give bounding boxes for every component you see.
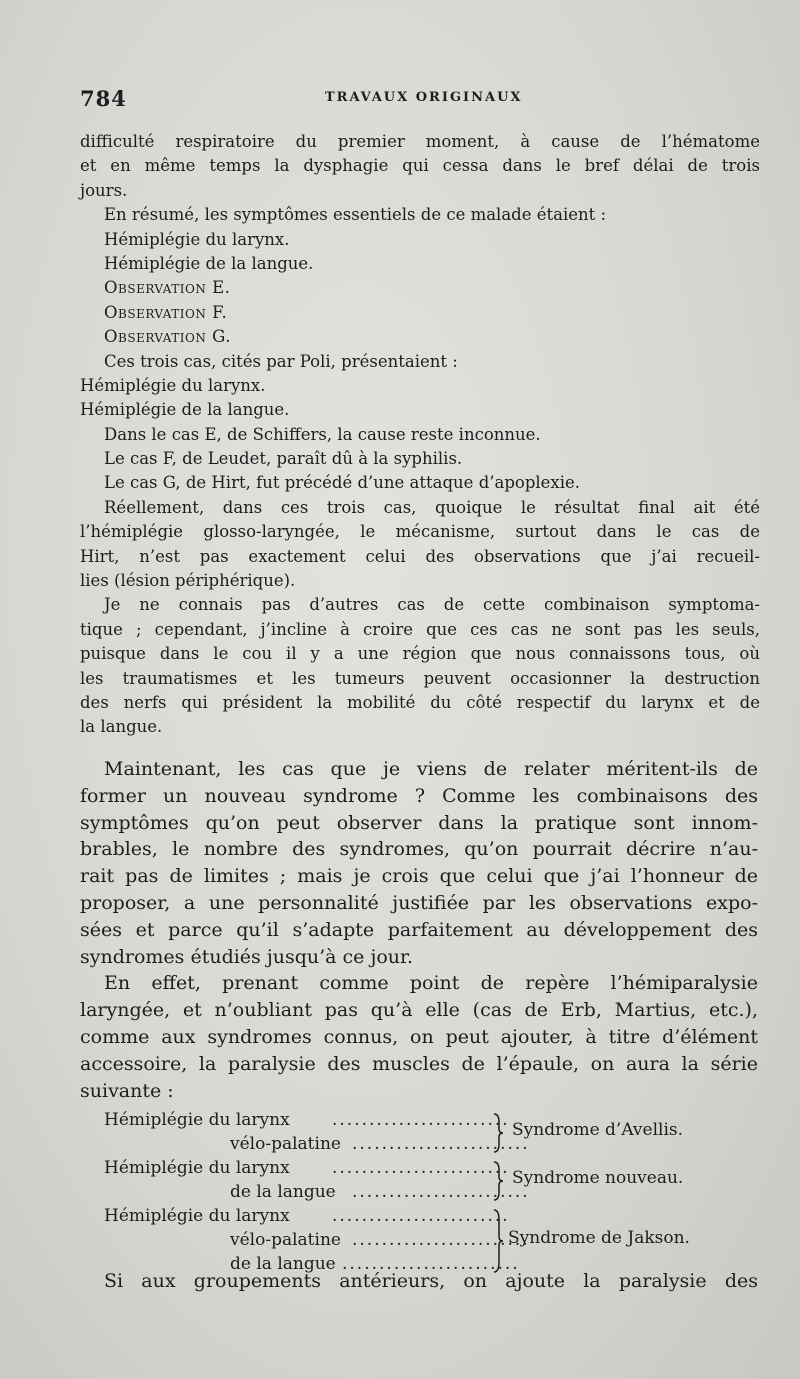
text-line: puisque dans le cou il y a une région que nous connaissons tous, où [80, 644, 760, 664]
text-line: Le cas F, de Leudet, paraît dû à la syphilis. [104, 449, 463, 469]
brace [490, 1160, 504, 1202]
syndrome-line: vélo-palatine [230, 1230, 341, 1250]
running-head: TRAVAUX ORIGINAUX [325, 90, 523, 105]
text-line: lies (lésion périphérique). [80, 571, 296, 591]
text-line: Dans le cas E, de Schiffers, la cause reste inconnue. [104, 424, 541, 444]
syndrome-line: de la langue [230, 1254, 336, 1274]
brace [490, 1208, 504, 1274]
text-line: brables, le nombre des syndromes, qu’on pourrait décrire n’au- [80, 838, 758, 861]
text-line: Si aux groupements antérieurs, on ajoute la paralysie des [104, 1270, 758, 1292]
text-line: Hirt, n’est pas exactement celui des observations que j’ai recueil- [80, 546, 760, 566]
text-line: syndromes étudiés jusqu’à ce jour. [80, 945, 414, 968]
leader-dots: ........................ [332, 1110, 510, 1130]
syndrome-line: de la langue [230, 1182, 336, 1202]
text-line: l’hémiplégie glosso-laryngée, le mécanisme, surtout dans le cas de [80, 522, 760, 542]
leader-dots: ........................ [352, 1182, 530, 1202]
body-text-last [80, 1268, 758, 1294]
syndrome-line: Hémiplégie du larynx [104, 1206, 290, 1226]
text-line: symptômes qu’on peut observer dans la pratique sont innom- [80, 811, 758, 834]
text-line: Hémiplégie de la langue. [104, 253, 314, 273]
text-line: jours. [80, 180, 128, 200]
page-number: 784 [80, 86, 127, 111]
syndrome-name: Syndrome nouveau. [512, 1168, 684, 1188]
text-line: des nerfs qui président la mobilité du côté respectif du larynx et de [80, 692, 760, 712]
observation-heading: Observation E. [104, 278, 231, 298]
text-line: Hémiplégie de la langue. [80, 400, 290, 420]
syndrome-name: Syndrome de Jakson. [508, 1228, 690, 1248]
syndrome-name: Syndrome d’Avellis. [512, 1120, 684, 1140]
text-line: Hémiplégie du larynx. [80, 375, 266, 395]
text-line: former un nouveau syndrome ? Comme les combinaisons des [80, 784, 758, 807]
text-line: difficulté respiratoire du premier moment, à cause de l’hématome [80, 132, 760, 151]
leader-dots: ........................ [352, 1230, 530, 1250]
observation-heading: Observation G. [104, 327, 231, 347]
text-line: et en même temps la dysphagie qui cessa dans le bref délai de trois [80, 156, 760, 176]
text-line: comme aux syndromes connus, on peut ajouter, à titre d’élément [80, 1025, 758, 1048]
text-line: laryngée, et n’oubliant pas qu’à elle (cas de Erb, Martius, etc.), [80, 999, 758, 1022]
text-line: Ces trois cas, cités par Poli, présentaient : [104, 351, 458, 371]
text-line: suivante : [80, 1079, 174, 1102]
observation-heading: Observation F. [104, 302, 228, 322]
syndrome-group-nouveau [80, 1156, 760, 1204]
leader-dots: ........................ [332, 1206, 510, 1226]
text-line: sées et parce qu’il s’adapte parfaitement au développement des [80, 918, 758, 941]
text-line: Réellement, dans ces trois cas, quoique le résultat final ait été [104, 497, 760, 517]
brace [490, 1112, 504, 1154]
body-text-large [80, 756, 758, 1104]
leader-dots: ........................ [342, 1254, 520, 1274]
text-line: tique ; cependant, j’incline à croire que ces cas ne sont pas les seuls, [80, 619, 760, 639]
leader-dots: ........................ [352, 1134, 530, 1154]
syndrome-group-avellis [80, 1108, 760, 1156]
leader-dots: ........................ [332, 1158, 510, 1178]
text-line: rait pas de limites ; mais je crois que celui que j’ai l’honneur de [80, 865, 758, 888]
text-line: En effet, prenant comme point de repère l’hémiparalysie [104, 972, 758, 995]
text-line: En résumé, les symptômes essentiels de ce malade étaient : [104, 205, 607, 225]
page-header [80, 86, 760, 110]
text-line: Hémiplégie du larynx. [104, 229, 290, 249]
text-line: accessoire, la paralysie des muscles de l’épaule, on aura la série [80, 1052, 758, 1075]
text-line: proposer, a une personnalité justifiée par les observations expo- [80, 891, 758, 914]
body-text-small [80, 130, 760, 740]
text-line: la langue. [80, 717, 163, 737]
text-line: Je ne connais pas d’autres cas de cette combinaison symptoma- [104, 595, 760, 615]
text-line: Le cas G, de Hirt, fut précédé d’une attaque d’apoplexie. [104, 473, 581, 493]
syndrome-table [80, 1108, 760, 1276]
syndrome-group-jakson [80, 1204, 760, 1276]
syndrome-line: vélo-palatine [230, 1134, 341, 1154]
text-line: les traumatismes et les tumeurs peuvent occasionner la destruction [80, 668, 760, 688]
syndrome-line: Hémiplégie du larynx [104, 1110, 290, 1130]
syndrome-line: Hémiplégie du larynx [104, 1158, 290, 1178]
text-line: Maintenant, les cas que je viens de relater méritent-ils de [104, 758, 758, 780]
